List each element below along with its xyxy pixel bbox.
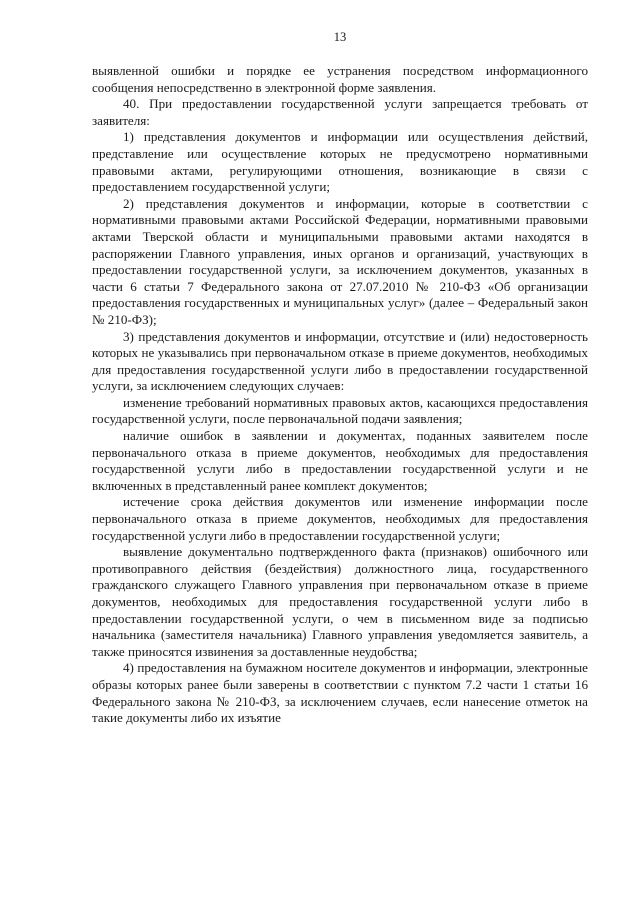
paragraph-case-expiry: истечение срока действия документов или изменение информации после первоначального отказа в приеме документов, необходимых для предоставления государственной услуги либо в предоставлении государственной услуги; bbox=[92, 494, 588, 543]
paragraph-continuation: выявленной ошибки и порядке ее устранения посредством информационного сообщения непосредственно в электронной форме заявления. bbox=[92, 63, 588, 95]
paragraph-subitem-1: 1) представления документов и информации или осуществления действий, представление или осуществление которых не предусмотрено нормативными правовыми актами, регулирующими отношения, возникающие в связи с предоставлением государственной услуги; bbox=[92, 129, 588, 195]
paragraph-item-40: 40. При предоставлении государственной услуги запрещается требовать от заявителя: bbox=[92, 96, 588, 128]
document-body bbox=[92, 63, 588, 727]
paragraph-case-errors: наличие ошибок в заявлении и документах, поданных заявителем после первоначального отказа в приеме документов, необходимых для предоставления государственной услуги либо в предоставлении государственной услуги и не включенных в представленный ранее комплект документов; bbox=[92, 428, 588, 493]
paragraph-subitem-3: 3) представления документов и информации, отсутствие и (или) недостоверность которых не указывались при первоначальном отказе в приеме документов, необходимых для предоставления государственной услуги либо в предоставлении государственной услуги, за исключением следующих случаев: bbox=[92, 328, 588, 394]
page-number: 13 bbox=[333, 30, 347, 44]
paragraph-case-requirements-change: изменение требований нормативных правовых актов, касающихся предоставления государственной услуги, после первоначальной подачи заявления; bbox=[92, 394, 588, 427]
paragraph-subitem-2: 2) представления документов и информации, которые в соответствии с нормативными правовыми актами Российской Федерации, нормативными правовыми актами Тверской области и муниципальными правовыми актами находятся в распоряжении Главного управления, иных органов и организаций, участвующих в предоставлении государственной услуги, за исключением документов, указанных в части 6 статьи 7 Федерального закона от 27.07.2010 № 210-ФЗ «Об организации предоставления государственных и муниципальных услуг» (далее – Федеральный закон № 210-ФЗ); bbox=[92, 195, 588, 327]
paragraph-subitem-4: 4) предоставления на бумажном носителе документов и информации, электронные образы которых ранее были заверены в соответствии с пунктом 7.2 части 1 статьи 16 Федерального закона № 210-ФЗ, за исключением случаев, если нанесение отметок на такие документы либо их изъятие bbox=[92, 660, 588, 726]
paragraph-case-misconduct: выявление документально подтвержденного факта (признаков) ошибочного или противоправного действия (бездействия) должностного лица, государственного гражданского служащего Главного управления при первоначальном отказе в приеме документов, необходимых для предоставления государственной услуги либо в предоставлении государственной услуги, о чем в письменном виде за подписью начальника (заместителя начальника) Главного управления уведомляется заявитель, а также приносятся извинения за доставленные неудобства; bbox=[92, 544, 588, 659]
